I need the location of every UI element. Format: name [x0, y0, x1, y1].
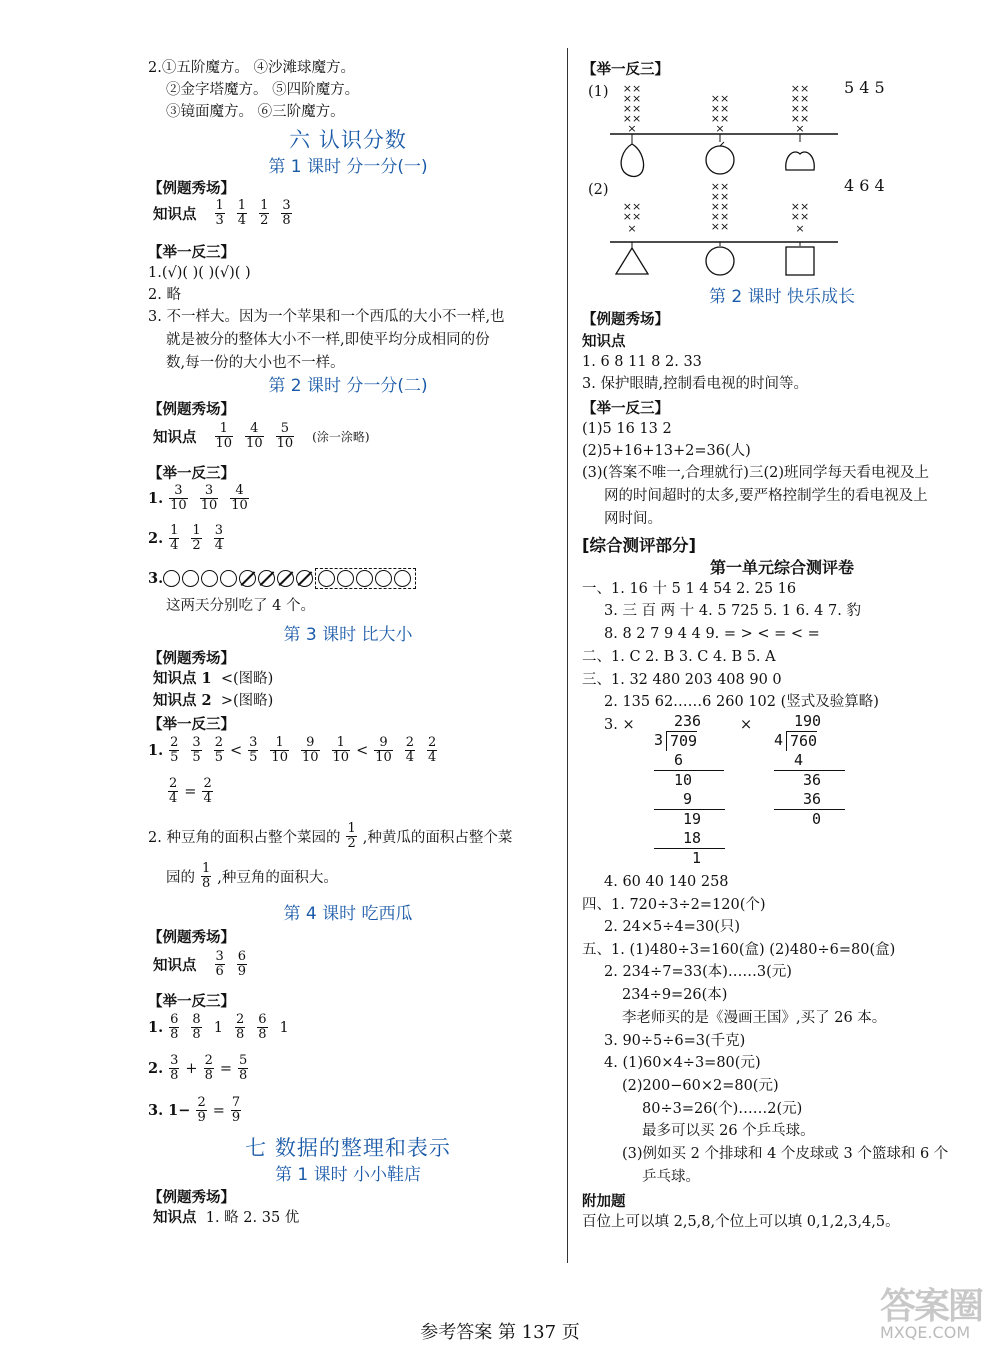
fraction-row — [153, 422, 370, 451]
answer-line: 1. 6 8 11 8 2. 33 — [582, 354, 702, 370]
answer-line: 8. 8 2 7 9 4 4 9. = > < = < = — [604, 626, 820, 642]
section-heading: 【举一反三】 — [582, 62, 669, 78]
lesson-title: 第 1 课时 小小鞋店 — [274, 1165, 422, 1185]
svg-text:××: ×× — [790, 102, 810, 115]
answer-line: 一、1. 16 十 5 1 4 54 2. 25 16 — [582, 581, 797, 597]
part-heading: [综合测评部分] — [582, 536, 697, 555]
svg-text:××: ×× — [790, 92, 810, 105]
svg-text:×: × — [715, 122, 725, 135]
diagram-answer: 4 6 4 — [844, 176, 885, 195]
fraction: $\frac{4}{10}$ — [246, 421, 263, 451]
fraction-row: 1. $\frac{3}{10}$ $\frac{3}{10}$ $\frac{4}{10}$ — [148, 483, 248, 513]
fraction: $\frac{3}{10}$ — [200, 483, 218, 513]
answer-line: 乒乓球。 — [642, 1169, 700, 1185]
answer-line: (2)5+16+13+2=36(人) — [582, 443, 751, 459]
svg-text:××: ×× — [622, 112, 642, 125]
lesson-title: 第 1 课时 分一分(一) — [268, 157, 428, 177]
section-heading: 【举一反三】 — [148, 466, 235, 482]
answer-line: (1)5 16 13 2 — [582, 421, 672, 437]
svg-text:×: × — [795, 122, 805, 135]
circle-icon — [201, 570, 218, 587]
fraction-compare-row: 1. $\frac{2}{5}$ $\frac{3}{5}$ $\frac{2}{5}$ < $\frac{3}{5}$ $\frac{1}{10}$ $\frac{9}{10}$ $\frac{1}{10}$ < $\frac{9}{10}$ $\frac{2}{4}$ $\frac{2}{4}$ — [148, 735, 437, 765]
fraction: $\frac{3}{10}$ — [170, 483, 187, 513]
circle-icon — [394, 570, 411, 587]
square-icon — [786, 247, 814, 275]
answer-line: 知识点 2 >(图略) — [153, 692, 274, 709]
fraction: $\frac{1}{4}$ — [170, 523, 179, 553]
section-heading: 【举一反三】 — [148, 245, 235, 261]
circle-icon — [318, 570, 335, 587]
svg-text:××: ×× — [622, 102, 642, 115]
fraction: $\frac{1}{4}$ — [237, 198, 247, 228]
svg-text:××: ×× — [622, 210, 642, 223]
lesson-title: 第 2 课时 快乐成长 — [708, 287, 856, 307]
answer-line: 这两天分别吃了 4 个。 — [166, 598, 315, 614]
section-heading: 【例题秀场】 — [148, 651, 235, 667]
svg-text:××: ×× — [622, 200, 642, 213]
unit-title: 七 数据的整理和表示 — [245, 1136, 451, 1160]
lesson-title: 第 4 课时 吃西瓜 — [283, 904, 413, 924]
diagram-answer: 5 4 5 — [844, 78, 885, 97]
circle-diagram-row — [148, 568, 416, 589]
answer-line: ②金字塔魔方。 ⑤四阶魔方。 — [166, 82, 360, 98]
svg-text:××: ×× — [710, 112, 730, 125]
circle-icon — [163, 570, 180, 587]
svg-text:××: ×× — [710, 190, 730, 203]
lesson-title: 第 2 课时 分一分(二) — [268, 376, 428, 396]
crossed-circle-icon — [296, 570, 313, 587]
svg-text:××: ×× — [710, 200, 730, 213]
answer-line: 知识点 1. 略 2. 35 优 — [153, 1209, 300, 1226]
unit-title: 六 认识分数 — [289, 128, 407, 152]
answer-line: (3)(答案不唯一,合理就行)三(2)班同学每天看电视及上 — [582, 465, 929, 481]
svg-text:×: × — [627, 222, 637, 235]
answer-line: 3. 保护眼睛,控制看电视的时间等。 — [582, 376, 809, 392]
answer-line: 3. 不一样大。因为一个苹果和一个西瓜的大小不一样,也 — [148, 309, 505, 325]
diagram-label: (2) — [588, 182, 609, 198]
circle-diagram — [163, 568, 416, 589]
circle-icon — [182, 570, 199, 587]
svg-text:××: ×× — [710, 180, 730, 193]
fraction-row: 3. 1− $\frac{2}{9}$ = $\frac{7}{9}$ — [148, 1095, 241, 1125]
fraction-row: 知识点 $\frac{3}{6}$ $\frac{6}{9}$ — [153, 949, 247, 979]
answer-line: 李老师买的是《漫画王国》,买了 26 本。 — [622, 1010, 887, 1026]
test-title: 第一单元综合测评卷 — [709, 558, 854, 577]
fraction: $\frac{4}{10}$ — [231, 483, 248, 513]
section-heading: 【举一反三】 — [582, 401, 669, 417]
answer-line: 3. 三 百 两 十 4. 5 725 5. 1 6. 4 7. 豹 — [604, 603, 861, 619]
section-heading: 【举一反三】 — [148, 994, 235, 1010]
section-heading: 【举一反三】 — [148, 717, 235, 733]
crossed-circle-icon — [258, 570, 275, 587]
circle-icon — [356, 570, 373, 587]
svg-text:×: × — [795, 222, 805, 235]
answer-line: × — [740, 717, 753, 733]
section-heading: 【例题秀场】 — [148, 402, 235, 418]
note: (涂一涂略) — [312, 430, 370, 444]
answer-line: 4. 60 40 140 258 — [604, 874, 729, 890]
balance-diagram-fruits — [600, 82, 850, 182]
fraction-row: 2. $\frac{3}{8}$ + $\frac{2}{8}$ = $\frac{5}{8}$ — [148, 1053, 248, 1083]
answer-line: 2. 24×5÷4=30(只) — [604, 919, 741, 935]
dashed-box — [315, 568, 416, 589]
answer-line: 3. × — [604, 717, 635, 733]
svg-text:××: ×× — [790, 200, 810, 213]
circle-icon — [375, 570, 392, 587]
answer-line: 四、1. 720÷3÷2=120(个) — [582, 897, 766, 913]
kp-label: 知识点 — [582, 334, 626, 350]
lesson-title: 第 3 课时 比大小 — [283, 625, 413, 645]
item-number: 3. — [148, 570, 164, 587]
answer-line: 1.(√)( )( )(√)( ) — [148, 265, 251, 281]
fraction-row: 1. $\frac{6}{8}$ $\frac{8}{8}$ 1 $\frac{2}{8}$ $\frac{6}{8}$ 1 — [148, 1012, 289, 1042]
fraction: $\frac{1}{2}$ — [260, 198, 269, 228]
long-division-1: 236 3 709 6 10 9 19 18 1 — [654, 712, 734, 868]
diagram-label: (1) — [588, 84, 609, 100]
answer-line: 2. 略 — [148, 287, 181, 303]
crossed-circle-icon — [239, 570, 256, 587]
answer-line: 三、1. 32 480 203 408 90 0 — [582, 672, 782, 688]
circle-icon — [337, 570, 354, 587]
fraction: $\frac{3}{8}$ — [282, 198, 291, 228]
fraction-row — [153, 199, 298, 228]
answer-line: 二、1. C 2. B 3. C 4. B 5. A — [582, 649, 776, 665]
fraction: $\frac{1}{2}$ — [192, 523, 201, 553]
answer-line: 最多可以买 26 个乒乓球。 — [642, 1123, 815, 1139]
answer-line: (3)例如买 2 个排球和 4 个皮球或 3 个篮球和 6 个 — [622, 1146, 949, 1162]
answer-line: ③镜面魔方。 ⑥三阶魔方。 — [166, 104, 345, 120]
svg-text:××: ×× — [622, 92, 642, 105]
svg-text:××: ×× — [790, 112, 810, 125]
kp-label: 知识点 — [153, 206, 197, 223]
svg-text:××: ×× — [710, 92, 730, 105]
fraction-compare-row: $\frac{2}{4}$ = $\frac{2}{4}$ — [169, 776, 212, 806]
answer-line: (2)200−60×2=80(元) — [622, 1078, 779, 1094]
answer-line: 234÷9=26(本) — [622, 987, 728, 1003]
answer-line: 知识点 1 <(图略) — [153, 670, 274, 687]
apple-icon — [706, 146, 734, 174]
answer-line: 网时间。 — [604, 511, 662, 527]
fraction: $\frac{3}{4}$ — [214, 523, 223, 553]
crossed-circle-icon — [277, 570, 294, 587]
svg-text:××: ×× — [622, 82, 642, 95]
long-division-2: 190 4 760 4 36 36 0 — [774, 712, 854, 829]
answer-line: 2. 种豆角的面积占整个菜园的 $\frac{1}{2}$ ,种黄瓜的面积占整个菜 — [148, 821, 513, 851]
section-heading: 【例题秀场】 — [582, 312, 669, 328]
svg-text:××: ×× — [790, 210, 810, 223]
answer-line: 4. (1)60×4÷3=80(元) — [604, 1055, 761, 1071]
answer-line: 2. 135 62……6 260 102 (竖式及验算略) — [604, 694, 879, 710]
section-heading: 【例题秀场】 — [148, 930, 235, 946]
column-divider — [567, 48, 568, 1263]
answer-line: 就是被分的整体大小不一样,即使平均分成相同的份 — [166, 332, 490, 348]
svg-text:××: ×× — [710, 102, 730, 115]
triangle-icon — [616, 248, 648, 274]
answer-line: 网的时间超时的太多,要严格控制学生的看电视及上 — [604, 488, 928, 504]
answer-line: 2.①五阶魔方。 ④沙滩球魔方。 — [148, 60, 355, 76]
page-footer: 参考答案 第 137 页 — [420, 1322, 580, 1343]
circle-icon — [220, 570, 237, 587]
section-heading: 【例题秀场】 — [148, 1190, 235, 1206]
answer-line: 3. 90÷5÷6=3(千克) — [604, 1033, 746, 1049]
peach-icon — [786, 152, 815, 170]
answer-line: 百位上可以填 2,5,8,个位上可以填 0,1,2,3,4,5。 — [582, 1214, 900, 1230]
answer-line: 2. 234÷7=33(本)……3(元) — [604, 964, 792, 980]
svg-text:××: ×× — [710, 210, 730, 223]
fraction-row: 2. $\frac{1}{4}$ $\frac{1}{2}$ $\frac{3}{4}$ — [148, 523, 223, 553]
svg-text:××: ×× — [710, 220, 730, 233]
fraction: $\frac{5}{10}$ — [276, 421, 294, 451]
answer-line: 五、1. (1)480÷3=160(盒) (2)480÷6=80(盒) — [582, 942, 896, 958]
answer-line: 园的 $\frac{1}{8}$ ,种豆角的面积大。 — [166, 861, 338, 891]
svg-text:×: × — [627, 122, 637, 135]
section-heading: 【例题秀场】 — [148, 181, 235, 197]
answer-line: 数,每一份的大小也不一样。 — [166, 355, 345, 371]
fraction: $\frac{1}{10}$ — [215, 421, 233, 451]
balance-diagram-shapes — [600, 180, 850, 280]
answer-line: 80÷3=26(个)……2(元) — [642, 1101, 803, 1117]
fraction: $\frac{1}{3}$ — [215, 198, 224, 228]
circle-shape-icon — [706, 247, 734, 275]
kp-label: 知识点 — [153, 429, 197, 446]
section-heading: 附加题 — [582, 1194, 626, 1210]
watermark-logo: 答案圈 MXQE.COM — [880, 1286, 983, 1342]
svg-text:××: ×× — [790, 82, 810, 95]
pear-icon — [621, 144, 643, 177]
